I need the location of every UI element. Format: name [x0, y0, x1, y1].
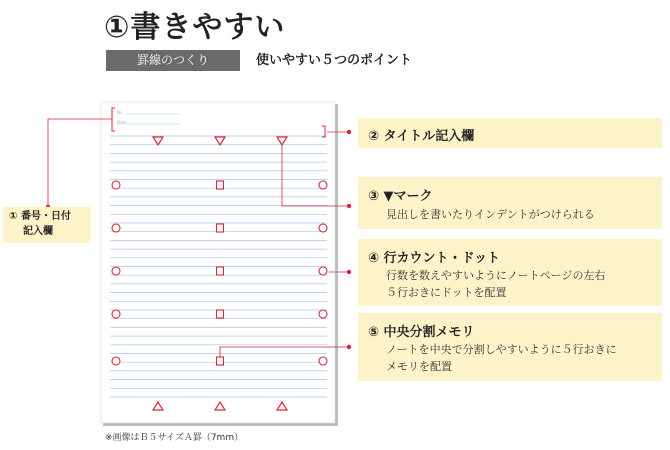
square-mark-icon [217, 181, 224, 189]
callout-text [9, 209, 71, 239]
circle-dot-icon [319, 357, 327, 365]
callout-number-date [3, 207, 91, 243]
callout-line: 見出しを書いたりインデントがつけられる [386, 208, 595, 221]
callout-line: ５行おきにドットを配置 [386, 286, 507, 299]
circle-dot-icon [112, 357, 120, 365]
square-mark-icon [217, 267, 224, 275]
callout-line: 行数を数えやすいようにノートページの左右 [386, 269, 606, 282]
callout-heading: ② タイトル記入欄 [368, 129, 475, 144]
callout-triangle-mark [358, 177, 662, 229]
circle-dot-icon [112, 181, 120, 189]
circle-dot-icon [112, 224, 120, 232]
footnote: ※画像はＢ５サイズＡ罫（7mm） [105, 433, 244, 443]
callout-heading: ③ ▼マーク [368, 189, 433, 204]
callout-line: ノートを中央で分割しやすいように５行おきに [386, 343, 617, 356]
notebook-page [101, 102, 335, 423]
page-title: ①書きやすい [104, 10, 286, 45]
section-subtitle: 使いやすい５つのポイント [256, 53, 413, 68]
callout-text [386, 341, 617, 375]
callout-line: 記入欄 [23, 226, 53, 237]
circle-dot-icon [319, 181, 327, 189]
circle-dot-icon [319, 267, 327, 275]
callout-center-marks [358, 313, 662, 381]
callout-row-count [358, 239, 662, 306]
circle-dot-icon [112, 267, 120, 275]
mini-no-label: No. [117, 110, 124, 115]
callout-line: ① 番号・日付 [9, 211, 71, 222]
square-mark-icon [217, 357, 224, 365]
callout-title-area [358, 118, 662, 148]
callout-text [386, 267, 605, 301]
square-mark-icon [217, 224, 224, 232]
circle-dot-icon [112, 310, 120, 318]
callout-heading: ④ 行カウント・ドット [368, 251, 501, 266]
callout-heading: ⑤ 中央分割メモリ [368, 325, 475, 340]
mini-date-label: Date [117, 120, 127, 125]
circle-dot-icon [319, 224, 327, 232]
section-tag: 罫線のつくり [106, 50, 240, 71]
square-mark-icon [217, 310, 224, 318]
circle-dot-icon [319, 310, 327, 318]
callout-line: メモリを配置 [386, 360, 452, 373]
callout-text [386, 206, 595, 223]
